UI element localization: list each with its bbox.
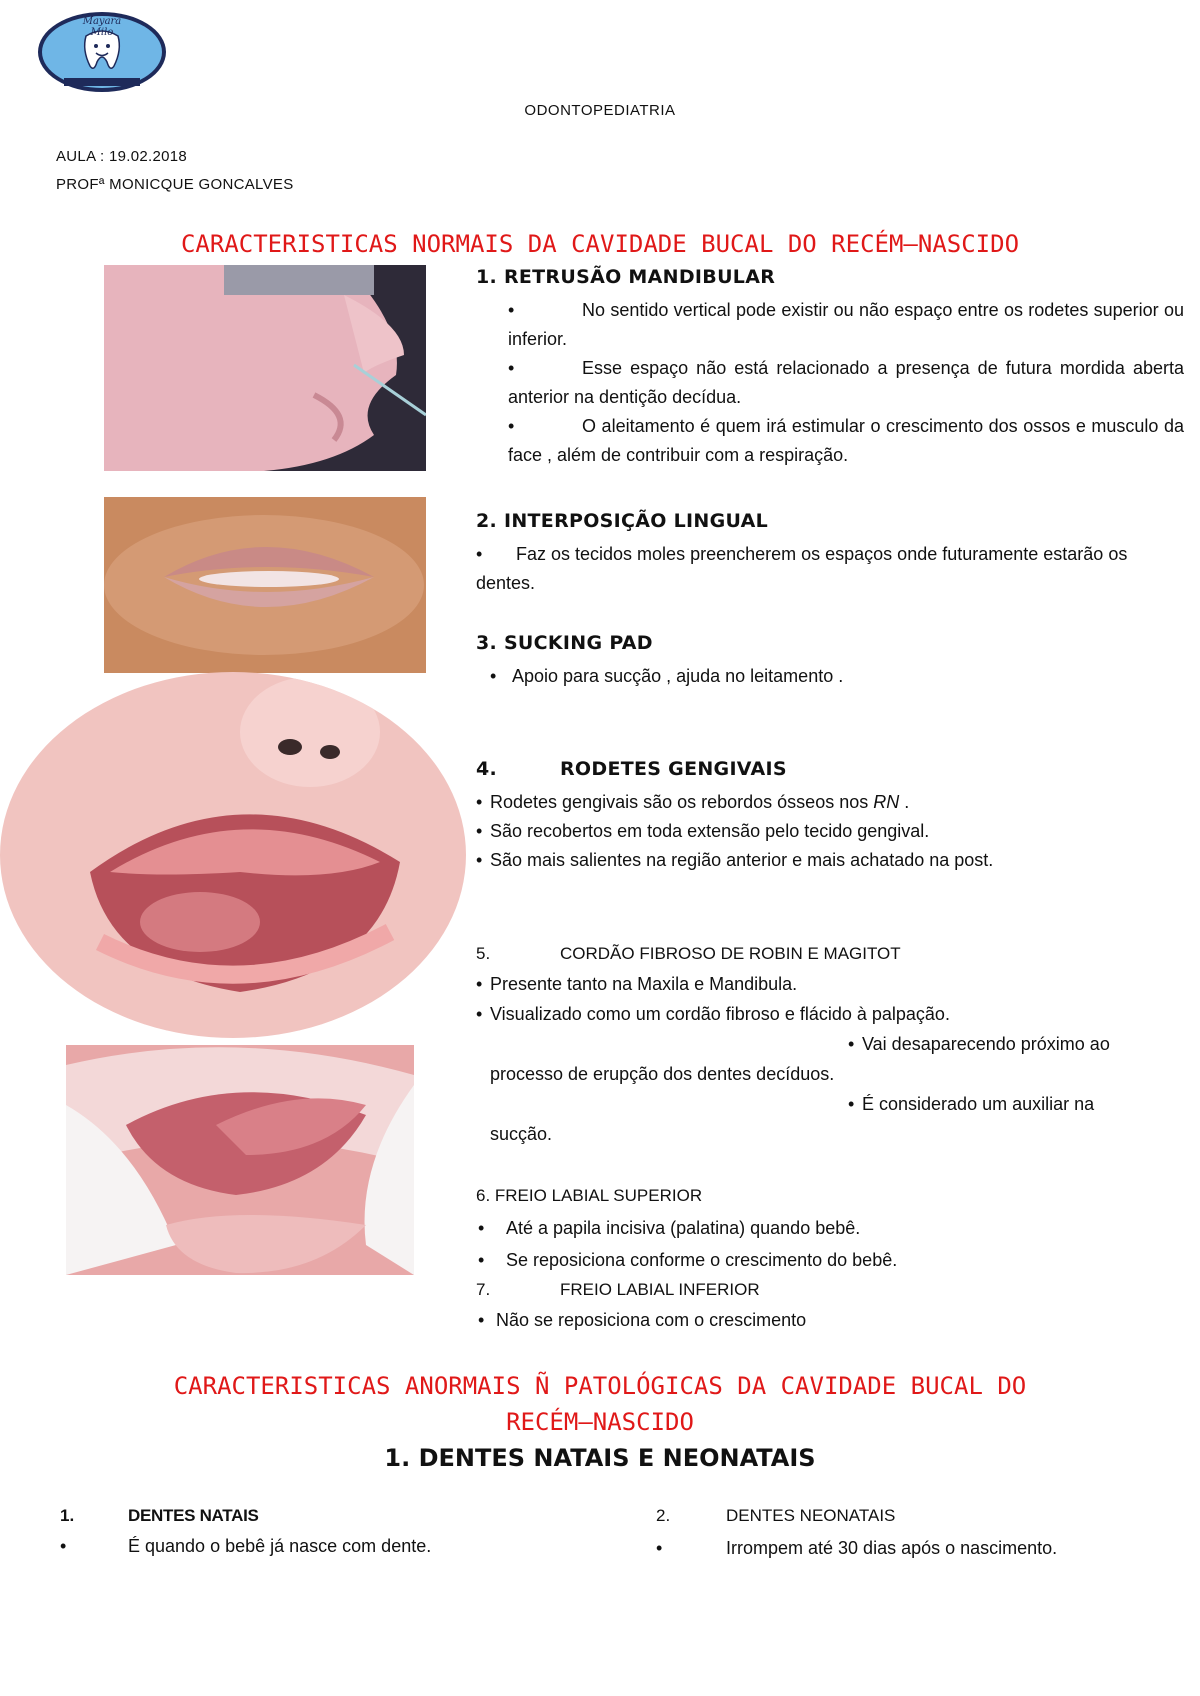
list-item: • Esse espaço não está relacionado a presença de futura mordida aberta anterior na dentição decídua. [508, 358, 1184, 407]
section-4-bullets [476, 788, 1176, 875]
list-item: • São mais salientes na região anterior e mais achatado na post. [476, 850, 994, 870]
list-item: • Rodetes gengivais são os rebordos ósseos nos RN . [476, 792, 910, 812]
list-item: • Irrompem até 30 dias após o nascimento. [656, 1538, 1058, 1558]
normal-characteristics-title: CARACTERISTICAS NORMAIS DA CAVIDADE BUCAL DO RECÉM–NASCIDO [180, 230, 1020, 258]
list-item-continued: sucção. [490, 1124, 553, 1144]
section-6-heading: 6. FREIO LABIAL SUPERIOR [476, 1186, 703, 1205]
section-7-number: 7. [476, 1280, 491, 1299]
section-4-number: 4. [476, 758, 498, 780]
abnormal-characteristics-title-line2: RECÉM–NASCIDO [506, 1408, 694, 1436]
section-5-number: 5. [476, 944, 491, 963]
list-item: • Não se reposiciona com o crescimento [478, 1310, 807, 1330]
list-item: • O aleitamento é quem irá estimular o crescimento dos ossos e musculo da face , além de contribuir com a respiração. [508, 416, 1184, 465]
lesson-date: AULA : 19.02.2018 [56, 148, 188, 165]
list-item: • É quando o bebê já nasce com dente. [60, 1536, 432, 1556]
section-5-heading: CORDÃO FIBROSO DE ROBIN E MAGITOT [560, 944, 901, 963]
photo-lips-tongue [104, 497, 426, 673]
abnormal-subtitle: 1. DENTES NATAIS E NEONATAIS [384, 1444, 816, 1472]
right-column-number: 2. [656, 1506, 671, 1525]
photo-open-mouth-gums [0, 672, 466, 1038]
section-4-heading: RODETES GENGIVAIS [560, 758, 787, 780]
list-item: • Vai desaparecendo próximo ao [848, 1034, 1110, 1054]
right-column-heading: DENTES NEONATAIS [726, 1506, 896, 1525]
list-item: • Até a papila incisiva (palatina) quando bebê. [478, 1218, 861, 1238]
list-item-continued: processo de erupção dos dentes decíduos. [490, 1064, 835, 1084]
photo-frenulum [66, 1045, 414, 1275]
list-item: • Visualizado como um cordão fibroso e flácido à palpação. [476, 1004, 950, 1024]
section-7-heading: FREIO LABIAL INFERIOR [560, 1280, 760, 1299]
course-title: ODONTOPEDIATRIA [524, 102, 676, 119]
left-column-number: 1. [60, 1506, 75, 1525]
section-1-heading: 1. RETRUSÃO MANDIBULAR [476, 266, 776, 288]
section-1-bullets [508, 296, 1184, 470]
section-2-heading: 2. INTERPOSIÇÃO LINGUAL [476, 510, 769, 532]
section-3-heading: 3. SUCKING PAD [476, 632, 653, 654]
list-item: • No sentido vertical pode existir ou não espaço entre os rodetes superior ou inferior. [508, 300, 1184, 349]
list-item: • São recobertos em toda extensão pelo tecido gengival. [476, 821, 930, 841]
abnormal-characteristics-title-line1: CARACTERISTICAS ANORMAIS Ñ PATOLÓGICAS DA CAVIDADE BUCAL DO [173, 1372, 1027, 1400]
logo-text: Mayara Milo [82, 16, 122, 38]
photo-baby-profile [104, 265, 426, 471]
list-item: • Presente tanto na Maxila e Mandibula. [476, 974, 798, 994]
list-item: • Se reposiciona conforme o crescimento do bebê. [478, 1250, 898, 1270]
list-item: • Faz os tecidos moles preencherem os espaços onde futuramente estarão os dentes. [476, 544, 1128, 593]
list-item: • É considerado um auxiliar na [848, 1094, 1095, 1114]
professor-name: PROFª MONICQUE GONCALVES [56, 176, 294, 193]
left-column-heading: DENTES NATAIS [128, 1506, 259, 1525]
tooth-logo [36, 10, 168, 94]
list-item: • Apoio para sucção , ajuda no leitamento . [490, 666, 844, 686]
